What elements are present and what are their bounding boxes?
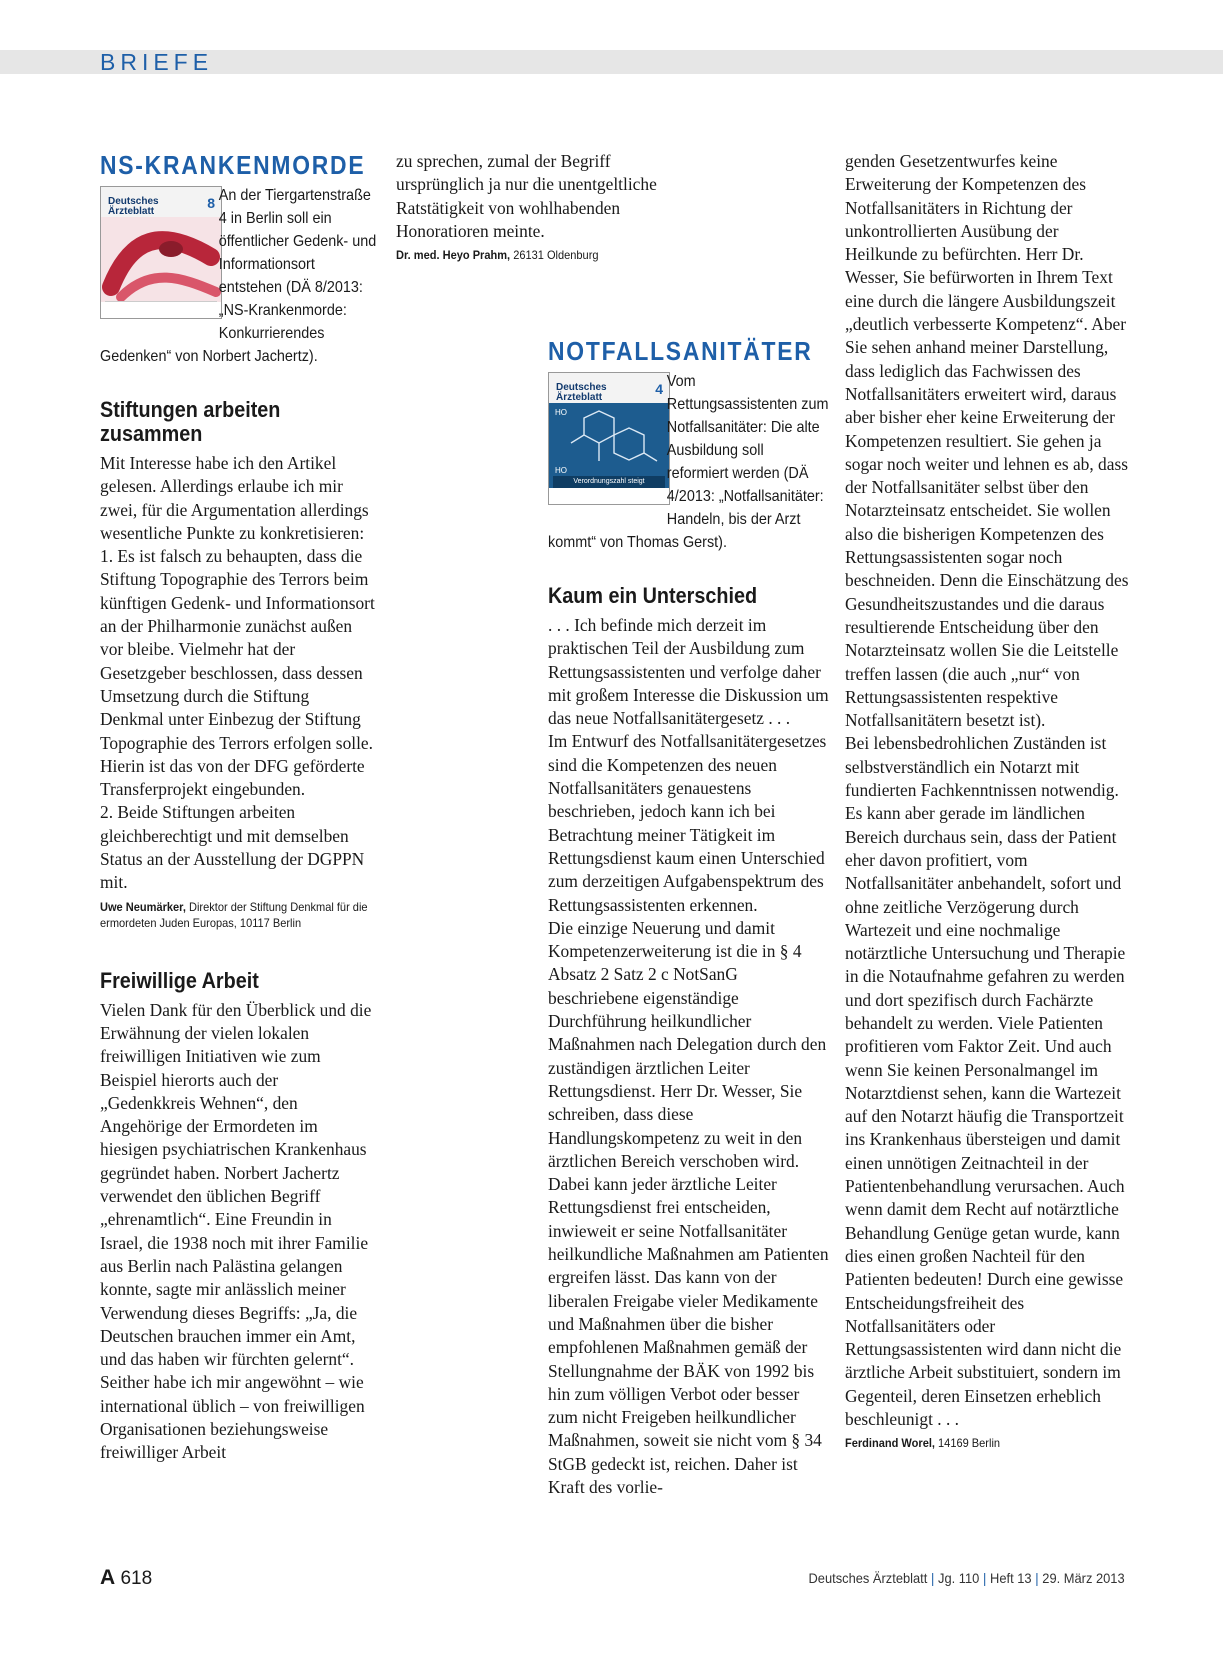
svg-text:HO: HO — [555, 466, 567, 475]
letter-body: Mit Interesse habe ich den Artikel gelesen. Allerdings erlaube ich mir zwei, für die Argumentation allerdings wesentliche Punkte zu konkretisieren: 1. Es ist falsch zu behaupten, dass die Stiftung Topographie des Terrors beim künftigen Gedenk- und Informationsort an der Philharmonie zunächst außen vor bleibe. Vielmehr hat der Gesetzgeber beschlossen, dass dessen Umsetzung durch die Stiftung Denkmal unter Einbezug der Stiftung Topographie des Terrors erfolgen solle. Hierin ist das von der DFG geförderte Transferprojekt eingebunden. 2. Beide Stiftungen arbeiten gleichberechtigt und mit demselben Status an der Ausstellung der DGPPN mit. — [100, 453, 375, 893]
letter-signature — [845, 1435, 1128, 1451]
letter-signature — [396, 247, 671, 263]
letter-headline: Kaum ein Unterschied — [548, 583, 758, 608]
author-name: Ferdinand Worel, — [845, 1436, 935, 1451]
journal-volume: Jg. 110 — [938, 1570, 980, 1586]
journal-name: Deutsches Ärzteblatt — [808, 1570, 928, 1586]
page-number-value: 618 — [120, 1568, 153, 1589]
cover-title: Deutsches Ärzteblatt — [556, 382, 607, 403]
cover-issue-number: 8 — [207, 195, 215, 211]
author-affiliation: 26131 Oldenburg — [510, 248, 599, 263]
journal-issue: Heft 13 — [990, 1570, 1032, 1586]
cover-title: Deutsches Ärzteblatt — [108, 196, 159, 217]
svg-text:HO: HO — [555, 408, 567, 417]
topic-heading-notfallsanitaeter: NOTFALLSANITÄTER — [548, 336, 813, 366]
author-name: Uwe Neumärker, — [100, 899, 186, 914]
topic-heading-ns-krankenmorde: NS-KRANKENMORDE — [100, 150, 366, 180]
letter-body-continued: genden Gesetzentwurfes keine Erweiterung der Kompetenzen des Notfallsanitäters in Richtung der unkontrollierten Ausübung der Heilkunde zu befürchten. Herr Dr. Wesser, Sie befürworten in Ihrem Text eine durch die längere Ausbildungszeit „deutlich verbesserte Kompetenz“. Aber Sie sehen anhand meiner Darstellung, dass lediglich das Fachwissen des Notfallsanitäters erweitert wird, daraus aber bisher eher keine Erweiterung der Kompetenzen resultiert. Sie gehen ja sogar noch weiter und lehnen es ab, dass der Notfallsanitäter selbst über den Notarzteinsatz entscheidet. Sie wollen also die bisherigen Kompetenzen des Rettungsassistenten sogar noch beschneiden. Denn die Einschätzung des Gesundheitszustandes und die daraus resultierende Entscheidung über den Notarzteinsatz wollen Sie die Leitstelle treffen lassen (die auch „nur“ von Rettungsassistenten respektive Notfallsanitätern besetzt ist). Bei lebensbedrohlichen Zuständen ist selbstverständlich ein Notarzt mit fundierten Fachkenntnissen notwendig. Es kann aber gerade im ländlichen Bereich durchaus sein, dass der Patient eher davon profitiert, vom Notfallsanitäter anbehandelt, sofort und ohne zeitliche Verzögerung durch Wartezeit und eine nochmalige notärztliche Untersuchung und Therapie in die Notaufnahme gefahren zu werden und dort spezifisch durch Fachärzte behandelt zu werden. Viele Patienten profitieren vom Faktor Zeit. Und auch wenn Sie keinen Personalmangel im Notarztdienst sehen, kann die Wartezeit auf den Notarzt häufig die Transportzeit ins Krankenhaus übersteigen und damit einen unnötigen Zeitnachteil in der Patientenbehandlung verursachen. Auch wenn damit dem Recht auf notärztliche Behandlung Genüge getan wurde, kann dies einen großen Nachteil für den Patienten bedeuten! Durch eine gewisse Entscheidungsfreiheit des Notfallsanitäters oder Rettungsassistenten wird dann nicht die ärztliche Arbeit substituiert, sondern im Gegenteil, deren Einsetzen erheblich beschleunigt . . . — [845, 151, 1129, 1430]
column-3 — [548, 336, 829, 1499]
journal-info: Deutsches Ärzteblatt | Jg. 110 | Heft 13 | 29. März 2013 — [808, 1570, 1125, 1586]
letter-body-continued: zu sprechen, zumal der Begriff ursprünglich ja nur die unentgeltliche Ratstätigkeit von wohlhabenden Honoratioren meinte. — [396, 151, 657, 241]
author-affiliation: Direktor der Stiftung Denkmal für die ermordeten Juden Europas, 10117 Berlin — [100, 899, 368, 930]
letter-body: Vielen Dank für den Überblick und die Erwähnung der vielen lokalen freiwilligen Initiativen wie zum Beispiel hierorts auch der „Gedenkkreis Wehnen“, den Angehörige der Ermordeten im hiesigen psychiatrischen Krankenhaus gegründet haben. Norbert Jachertz verwendet den üblichen Begriff „ehrenamtlich“. Eine Freundin in Israel, die 1938 noch mit ihrer Familie aus Berlin nach Palästina gelangen konnte, sagte mir anlässlich meiner Verwendung dieses Begriffs: „Ja, die Deutschen brauchen immer ein Amt, und das haben wir fürchten gelernt“. Seither habe ich mir angewöhnt – wie international üblich – von freiwilligen Organisationen beziehungsweise freiwilliger Arbeit — [100, 999, 372, 1463]
letter-body: . . . Ich befinde mich derzeit im praktischen Teil der Ausbildung zum Rettungsassistenten und verfolge daher mit großem Interesse die Diskussion um das neue Notfallsanitätergesetz . . . Im Entwurf des Notfallsanitätergesetzes sind die Kompetenzen des neuen Notfallsanitäters genauestens beschrieben, jedoch kann ich bei Betrachtung meiner Tätigkeit im Rettungsdienst kaum einen Unterschied zum derzeitigen Aufgabenspektrum des Rettungsassistenten erkennen. Die einzige Neuerung und damit Kompetenzerweiterung ist die in § 4 Absatz 2 Satz 2 c NotSanG beschriebene eigenständige Durchführung heilkundlicher Maßnahmen nach Delegation durch den zuständigen ärztlichen Leiter Rettungsdienst. Herr Dr. Wesser, Sie schreiben, dass diese Handlungskompetenz zu weit in den ärztlichen Bereich verschoben wird. Dabei kann jeder ärztliche Leiter Rettungsdienst frei entscheiden, inwieweit er seine Notfallsanitäter heilkundliche Maßnahmen am Patienten ergreifen lässt. Das kann von der liberalen Freigabe vieler Medikamente und Maßnahmen über die bisher empfohlenen Maßnahmen gemäß der Stellungnahme der BÄK von 1992 bis hin zum völligen Verbot oder besser zum nicht Freigeben heilkundlicher Maßnahmen, soweit sie nicht vom § 34 StGB gedeckt ist, reichen. Daher ist Kraft des vorlie- — [548, 615, 829, 1497]
page-prefix: A — [100, 1566, 116, 1589]
column-2 — [396, 150, 673, 263]
teaser-text: Vom Rettungsassistenten zum Notfallsanitäter: Die alte Ausbildung soll reformiert werden (DÄ 4/2013: „Notfallsanitäter: Handeln, bis der Arzt kommt“ von Thomas Gerst). — [548, 373, 829, 551]
section-label: BRIEFE — [100, 49, 214, 75]
letter-headline: Freiwillige Arbeit — [100, 967, 259, 993]
cover-issue-number: 4 — [655, 381, 663, 397]
letter-headline: Stiftungen arbeiten zusammen — [100, 397, 281, 446]
author-affiliation: 14169 Berlin — [934, 1436, 1001, 1451]
teaser-text: An der Tiergartenstraße 4 in Berlin soll ein öffentlicher Gedenk- und Informationsort entstehen (DÄ 8/2013: „NS-Krankenmorde: Konkurrierendes Gedenken“ von Norbert Jachertz). — [100, 187, 377, 365]
column-1 — [100, 150, 377, 1465]
cover-caption: Verordnungszahl steigt — [553, 476, 665, 488]
column-4 — [845, 150, 1130, 1451]
author-name: Dr. med. Heyo Prahm, — [396, 248, 511, 263]
letter-signature — [100, 899, 375, 931]
page-number — [100, 1566, 152, 1590]
journal-date: 29. März 2013 — [1042, 1570, 1125, 1586]
